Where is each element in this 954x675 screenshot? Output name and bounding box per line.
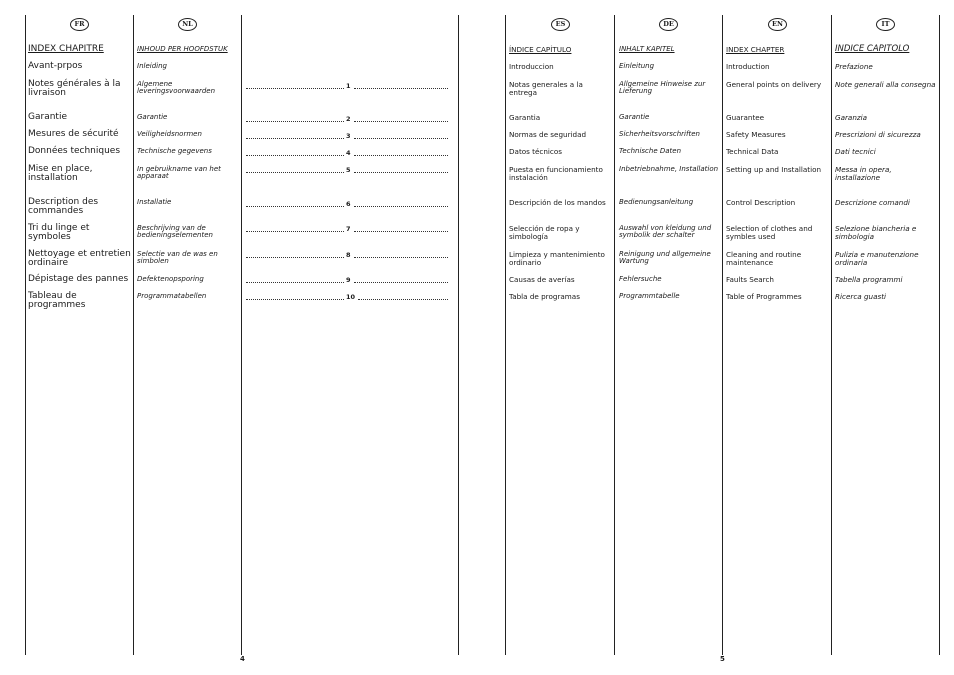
dot-leader (246, 155, 344, 156)
page-number: 3 (346, 132, 351, 140)
index-entry: Tabla de programas (509, 292, 580, 301)
index-entry: Puesta en funcionamiento instalación (509, 165, 603, 182)
index-entry: Descripción de los mandos (509, 198, 606, 207)
dot-leader (246, 231, 344, 232)
column-header: INDEX CHAPTER (726, 45, 785, 54)
language-badge-en: EN (768, 18, 787, 31)
index-entry: Notas generales a la entrega (509, 80, 583, 97)
index-entry: Avant-prpos (28, 61, 83, 71)
toc-leader (246, 200, 448, 208)
dot-leader (246, 206, 344, 207)
page-number: 1 (346, 82, 351, 90)
page-number-right: 5 (720, 655, 725, 663)
index-entry: Inbetriebnahme, Installation (619, 165, 719, 173)
dot-leader (354, 88, 448, 89)
index-entry: Selection of clothes and symbles used (726, 224, 813, 241)
index-entry: Normas de seguridad (509, 130, 587, 139)
column-divider (241, 15, 242, 655)
index-entry: Allgemeine Hinweise zur Lieferung (619, 80, 706, 96)
index-entry: Sicherheitsvorschriften (619, 130, 700, 138)
toc-leader (246, 225, 448, 233)
index-entry: Introduction (726, 62, 770, 71)
index-entry: Garantie (619, 113, 650, 121)
page-number: 6 (346, 200, 351, 208)
index-entry: Reinigung und allgemeine Wartung (619, 250, 711, 266)
index-entry: Selectie van de was en simbolen (137, 250, 218, 266)
dot-leader (246, 172, 344, 173)
index-entry: In gebruikname van het apparaat (137, 165, 221, 181)
page-number: 5 (346, 166, 351, 174)
page-number: 10 (346, 293, 356, 301)
dot-leader (354, 282, 448, 283)
toc-leader (246, 293, 448, 301)
index-entry: Introduccion (509, 62, 554, 71)
dot-leader (246, 299, 344, 300)
index-entry: Limpieza y mantenimiento ordinario (509, 250, 605, 267)
index-entry: Defektenopsporing (137, 275, 204, 283)
index-entry: Algemene leveringsvoorwaarden (137, 80, 216, 96)
dot-leader (246, 282, 344, 283)
index-entry: Cleaning and routine maintenance (726, 250, 802, 267)
dot-leader (246, 257, 344, 258)
dot-leader (246, 121, 344, 122)
dot-leader (354, 155, 448, 156)
index-entry: Ricerca guasti (835, 292, 887, 301)
dot-leader (246, 138, 344, 139)
index-entry: Selezione biancheria e simbologia (835, 224, 917, 241)
index-entry: Setting up and Installation (726, 165, 822, 174)
index-entry: Prefazione (835, 62, 873, 71)
index-entry: Faults Search (726, 275, 774, 284)
toc-leader (246, 276, 448, 284)
index-entry: Veiligheidsnormen (137, 130, 202, 138)
index-entry: Garantie (28, 112, 67, 122)
column-divider (133, 15, 134, 655)
toc-leader (246, 115, 448, 123)
index-entry: Tri du linge et symboles (28, 223, 90, 243)
column-header: INDEX CHAPITRE (28, 44, 104, 54)
page-number: 4 (346, 149, 351, 157)
index-entry: Dépistage des pannes (28, 274, 129, 284)
index-entry: Description des commandes (28, 197, 99, 217)
page-number: 2 (346, 115, 351, 123)
index-entry: Technische Daten (619, 147, 682, 155)
column-divider (505, 15, 506, 655)
dot-leader (354, 138, 448, 139)
index-entry: Control Description (726, 198, 796, 207)
index-entry: Garanzia (835, 113, 868, 122)
dot-leader (354, 172, 448, 173)
index-entry: Nettoyage et entretien ordinaire (28, 249, 131, 269)
language-badge-es: ES (551, 18, 570, 31)
index-entry: Tableau de programmes (28, 291, 86, 311)
index-entry: General points on delivery (726, 80, 822, 89)
index-entry: Note generali alla consegna (835, 80, 936, 89)
language-badge-fr: FR (70, 18, 89, 31)
index-entry: Mise en place, installation (28, 164, 93, 184)
index-entry: Garantie (137, 113, 168, 121)
toc-leader (246, 251, 448, 259)
language-badge-de: DE (659, 18, 678, 31)
dot-leader (354, 257, 448, 258)
index-entry: Tabella programmi (835, 275, 903, 284)
column-header: ÍNDICE CAPÍTULO (509, 45, 572, 54)
column-divider (831, 15, 832, 655)
toc-leader (246, 132, 448, 140)
page-number: 7 (346, 225, 351, 233)
column-divider (25, 15, 26, 655)
index-entry: Fehlersuche (619, 275, 662, 283)
toc-leader (246, 166, 448, 174)
index-entry: Datos técnicos (509, 147, 563, 156)
index-entry: Einleitung (619, 62, 655, 70)
language-badge-nl: NL (178, 18, 197, 31)
index-entry: Prescrizioni di sicurezza (835, 130, 921, 139)
index-entry: Programmtabelle (619, 292, 680, 300)
index-entry: Pulizia e manutenzione ordinaria (835, 250, 919, 267)
dot-leader (354, 121, 448, 122)
index-entry: Messa in opera, installazione (835, 165, 892, 182)
index-entry: Descrizione comandi (835, 198, 910, 207)
index-entry: Garantia (509, 113, 541, 122)
page-number: 9 (346, 276, 351, 284)
index-entry: Auswahl von kleidung und symbolik der schalter (619, 224, 712, 240)
column-divider (614, 15, 615, 655)
index-entry: Technische gegevens (137, 147, 212, 155)
toc-leader (246, 82, 448, 90)
index-entry: Mesures de sécurité (28, 129, 119, 139)
index-entry: Guarantee (726, 113, 765, 122)
dot-leader (354, 206, 448, 207)
language-badge-it: IT (876, 18, 895, 31)
index-entry: Selección de ropa y simbología (509, 224, 580, 241)
index-entry: Bedienungsanleitung (619, 198, 694, 206)
index-entry: Notes générales à la livraison (28, 79, 121, 99)
index-entry: Programmatabellen (137, 292, 207, 300)
dot-leader (358, 299, 448, 300)
column-header: INHOUD PER HOOFDSTUK (137, 45, 228, 53)
index-entry: Installatie (137, 198, 172, 206)
index-entry: Données techniques (28, 146, 121, 156)
toc-leader (246, 149, 448, 157)
index-entry: Beschrijving van de bedieningselementen (137, 224, 213, 240)
page-number: 8 (346, 251, 351, 259)
column-header: INDICE CAPITOLO (835, 44, 910, 54)
index-entry: Safety Measures (726, 130, 786, 139)
index-entry: Causas de averías (509, 275, 575, 284)
index-entry: Dati tecnici (835, 147, 876, 156)
column-divider (722, 15, 723, 655)
page-number-left: 4 (240, 655, 245, 663)
index-entry: Table of Programmes (726, 292, 802, 301)
column-header: INHALT KAPITEL (619, 45, 675, 53)
column-divider (939, 15, 940, 655)
index-entry: Inleiding (137, 62, 167, 70)
dot-leader (354, 231, 448, 232)
column-divider (458, 15, 459, 655)
index-entry: Technical Data (726, 147, 779, 156)
dot-leader (246, 88, 344, 89)
